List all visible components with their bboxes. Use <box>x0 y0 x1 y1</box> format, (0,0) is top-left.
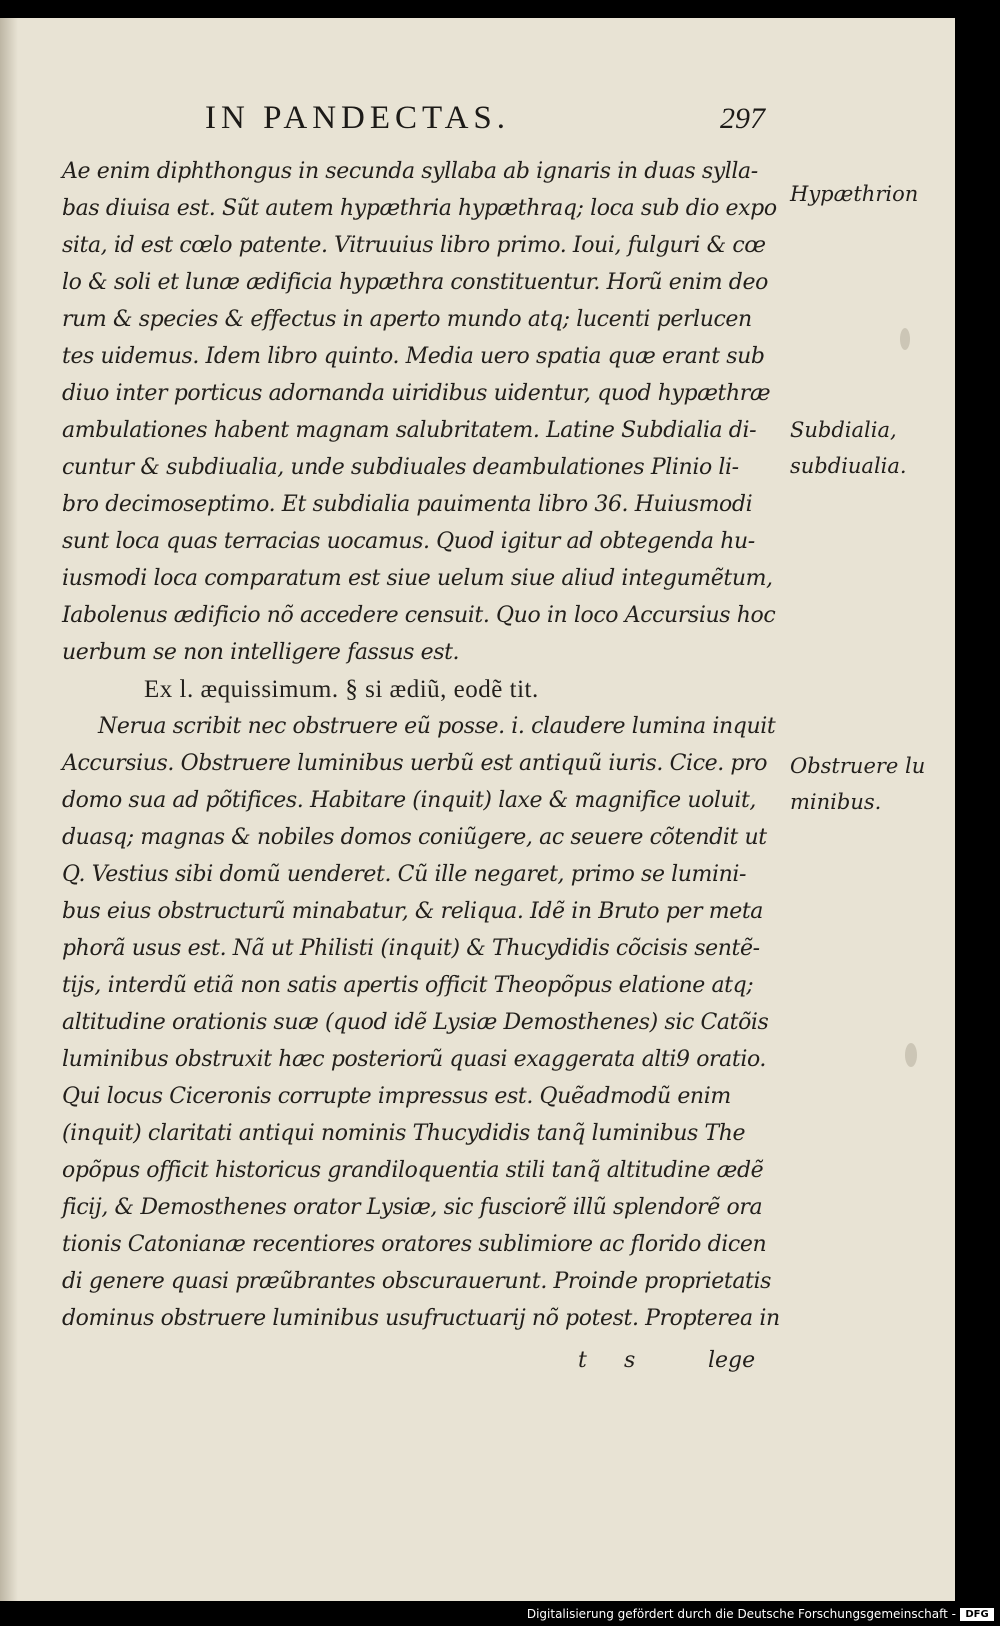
text-line: di genere quasi præũbrantes obscurauerunt. Proinde proprietatis <box>62 1269 771 1294</box>
catchword: lege <box>708 1348 756 1373</box>
text-line: Iabolenus ædificio nõ accedere censuit. Quo in loco Accursius hoc <box>62 603 776 628</box>
text-line: iusmodi loca comparatum est siue uelum siue aliud integumẽtum, <box>62 566 773 591</box>
margin-note: Subdialia, <box>790 418 897 442</box>
text-line: tionis Catonianæ recentiores oratores sublimiore ac florido dicen <box>62 1232 767 1257</box>
margin-note: minibus. <box>790 790 882 814</box>
rubric-line: Ex l. æquissimum. § si ædiũ, eodẽ tit. <box>144 676 539 703</box>
text-line: lo & soli et lunæ ædificia hypæthra constituentur. Horũ enim deo <box>62 270 768 295</box>
text-line: (inquit) claritati antiqui nominis Thucydidis tanq̃ luminibus The <box>62 1121 746 1146</box>
text-line: sunt loca quas terracias uocamus. Quod igitur ad obtegenda hu- <box>62 529 755 554</box>
running-head <box>205 100 765 140</box>
text-line: sita, id est cœlo patente. Vitruuius libro primo. Ioui, fulguri & cœ <box>62 233 766 258</box>
paper-mark <box>900 328 910 350</box>
paper-mark <box>905 1043 917 1067</box>
margin-note: Hypæthrion <box>790 182 919 206</box>
text-line: altitudine orationis suæ (quod idẽ Lysiæ Demosthenes) sic Catõis <box>62 1010 769 1035</box>
text-line: uerbum se non intelligere fassus est. <box>62 640 460 665</box>
text-line: ficij, & Demosthenes orator Lysiæ, sic fusciorẽ illũ splendorẽ ora <box>62 1195 763 1220</box>
text-line: bas diuisa est. Sũt autem hypæthria hypæthraq; loca sub dio expo <box>62 196 777 221</box>
dfg-logo: DFG <box>960 1608 994 1621</box>
signature-mark: t <box>578 1348 587 1373</box>
signature-mark: s <box>624 1348 636 1373</box>
text-line: Qui locus Ciceronis corrupte impressus est. Quẽadmodũ enim <box>62 1084 731 1109</box>
text-line: domo sua ad põtifices. Habitare (inquit) laxe & magnifice uoluit, <box>62 788 757 813</box>
margin-note: Obstruere lu <box>790 754 926 778</box>
catchline <box>0 1348 780 1384</box>
text-line: rum & species & effectus in aperto mundo atq; lucenti perlucen <box>62 307 752 332</box>
digitization-footer <box>0 1604 1000 1626</box>
text-line: cuntur & subdiualia, unde subdiuales deambulationes Plinio li- <box>62 455 739 480</box>
footer-credit: Digitalisierung gefördert durch die Deutsche Forschungsgemeinschaft - <box>526 1607 956 1621</box>
running-head-title: IN PANDECTAS. <box>205 100 511 136</box>
text-line: opõpus officit historicus grandiloquentia stili tanq̃ altitudine ædẽ <box>62 1158 764 1183</box>
book-page <box>0 18 955 1601</box>
text-line: duasq; magnas & nobiles domos coniũgere, ac seuere cõtendit ut <box>62 825 767 850</box>
text-line: phorã usus est. Nã ut Philisti (inquit) & Thucydidis cõcisis sentẽ- <box>62 936 760 961</box>
text-line: bus eius obstructurũ minabatur, & reliqua. Idẽ in Bruto per meta <box>62 899 763 924</box>
margin-note: subdiualia. <box>790 454 907 478</box>
text-line: dominus obstruere luminibus usufructuarij nõ potest. Propterea in <box>62 1306 780 1331</box>
text-line: Ae enim diphthongus in secunda syllaba ab ignaris in duas sylla- <box>62 159 758 184</box>
text-line: Nerua scribit nec obstruere eũ posse. i. claudere lumina inquit <box>98 714 776 739</box>
text-line: ambulationes habent magnam salubritatem. Latine Subdialia di- <box>62 418 757 443</box>
text-line: bro decimoseptimo. Et subdialia pauimenta libro 36. Huiusmodi <box>62 492 753 517</box>
text-line: tes uidemus. Idem libro quinto. Media uero spatia quæ erant sub <box>62 344 765 369</box>
text-line: Accursius. Obstruere luminibus uerbũ est antiquũ iuris. Cice. pro <box>62 751 768 776</box>
margin-notes <box>790 18 950 1601</box>
text-line: diuo inter porticus adornanda uiridibus uidentur, quod hypæthræ <box>62 381 771 406</box>
text-line: tijs, interdũ etiã non satis apertis officit Theopõpus elatione atq; <box>62 973 754 998</box>
text-line: luminibus obstruxit hæc posteriorũ quasi exaggerata alti9 oratio. <box>62 1047 767 1072</box>
page-number: 297 <box>720 102 765 135</box>
text-line: Q. Vestius sibi domũ uenderet. Cũ ille negaret, primo se lumini- <box>62 862 747 887</box>
